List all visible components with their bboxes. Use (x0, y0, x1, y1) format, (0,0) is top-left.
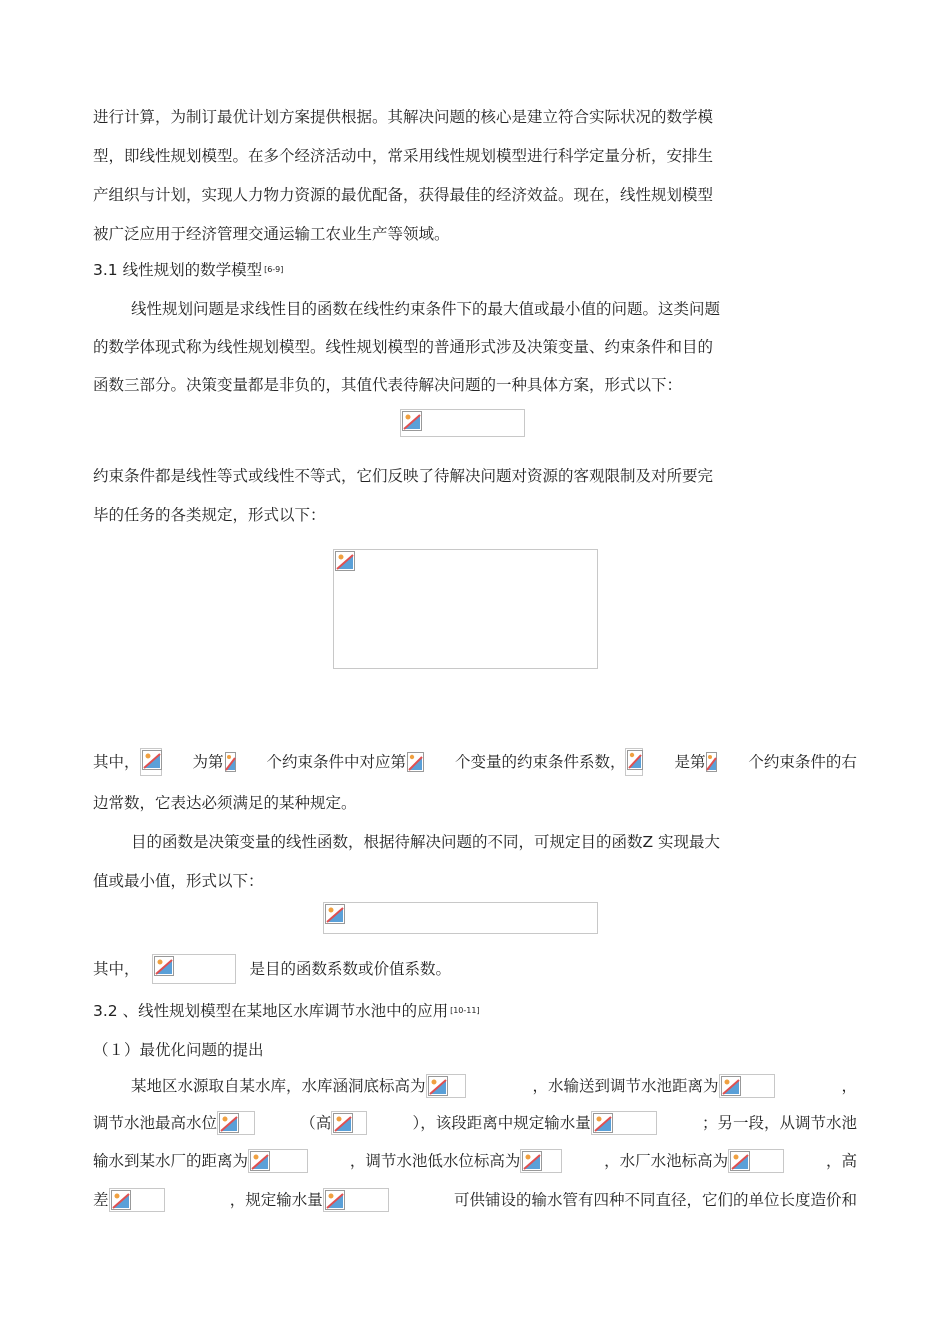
inline-formula-image (426, 1074, 466, 1098)
inline-formula-image (591, 1111, 657, 1135)
intro-line-2: 型，即线性规划模型。在多个经济活动中，常采用线性规划模型进行科学定量分析，安排生 (93, 147, 714, 165)
broken-image-icon (627, 750, 643, 770)
where-coefficients-line-1: 其中， 为第 个约束条件中对应第 个变量的约束条件系数， 是第 个约束条件的右 (93, 750, 857, 774)
broken-image-icon (325, 1190, 345, 1210)
section-heading-3-1: 3.1 线性规划的数学模型 [6-9] (93, 261, 284, 279)
objective-line-2: 值或最小值，形式以下： (93, 872, 264, 890)
broken-image-icon (335, 551, 355, 571)
formula-image-objective-function (323, 902, 598, 934)
broken-image-icon (154, 956, 174, 976)
inline-formula-image (152, 954, 236, 984)
objective-line-1: 目的函数是决策变量的线性函数，根据待解决问题的不同，可规定目的函数Z 实现最大 (131, 833, 721, 851)
section-heading-3-2: 3.2 、线性规划模型在某地区水库调节水池中的应用 [10-11] (93, 1002, 480, 1020)
inline-formula-image (625, 748, 643, 776)
formula-image-decision-variables (400, 409, 525, 437)
inline-formula-image (520, 1149, 562, 1173)
broken-image-icon (407, 752, 424, 772)
formula-image-constraints (333, 549, 598, 669)
inline-formula-image (705, 751, 717, 773)
inline-formula-image (406, 751, 424, 773)
sec31-p2-line-1: 约束条件都是线性等式或线性不等式，它们反映了待解决问题对资源的客观限制及对所要完 (93, 467, 714, 485)
sec31-p1-line-3: 函数三部分。决策变量都是非负的，其值代表待解决问题的一种具体方案，形式以下： (93, 376, 683, 394)
inline-formula-image (217, 1111, 255, 1135)
inline-formula-image (719, 1074, 775, 1098)
inline-formula-image (109, 1188, 165, 1212)
inline-formula-image (323, 1188, 389, 1212)
intro-line-3: 产组织与计划，实现人力物力资源的最优配备，获得最佳的经济效益。现在，线性规划模型 (93, 186, 714, 204)
inline-formula-image (224, 751, 236, 773)
broken-image-icon (522, 1151, 542, 1171)
broken-image-icon (325, 904, 345, 924)
inline-formula-image (140, 748, 162, 776)
citation: [6-9] (264, 265, 284, 274)
intro-line-1: 进行计算，为制订最优计划方案提供根据。其解决问题的核心是建立符合实际状况的数学模 (93, 108, 714, 126)
broken-image-icon (111, 1190, 131, 1210)
broken-image-icon (428, 1076, 448, 1096)
broken-image-icon (706, 752, 717, 772)
inline-formula-image (728, 1149, 784, 1173)
broken-image-icon (333, 1113, 353, 1133)
problem-line-3: 输水到某水厂的距离为 ，调节水池低水位标高为 ，水厂水池标高为 ，高 (93, 1149, 857, 1173)
where-coefficients-line-2: 边常数，它表达必须满足的某种规定。 (93, 794, 357, 812)
broken-image-icon (219, 1113, 239, 1133)
where-objective-coefficients: 其中， 是目的函数系数或价值系数。 (93, 957, 857, 981)
broken-image-icon (142, 750, 162, 770)
subsection-heading-1: （１）最优化问题的提出 (93, 1041, 264, 1059)
problem-line-2: 调节水池最高水位 （高 ），该段距离中规定输水量 ；另一段，从调节水池 (93, 1111, 857, 1135)
sec31-p1-line-1: 线性规划问题是求线性目的函数在线性约束条件下的最大值或最小值的问题。这类问题 (131, 300, 721, 318)
sec31-p1-line-2: 的数学体现式称为线性规划模型。线性规划模型的普通形式涉及决策变量、约束条件和目的 (93, 338, 714, 356)
sec31-p2-line-2: 毕的任务的各类规定，形式以下： (93, 506, 326, 524)
inline-formula-image (331, 1111, 367, 1135)
intro-line-4: 被广泛应用于经济管理交通运输工农业生产等领域。 (93, 225, 450, 243)
inline-formula-image (248, 1149, 308, 1173)
broken-image-icon (225, 752, 236, 772)
problem-line-4: 差 ，规定输水量 可供铺设的输水管有四种不同直径，它们的单位长度造价和 (93, 1188, 857, 1212)
broken-image-icon (721, 1076, 741, 1096)
broken-image-icon (730, 1151, 750, 1171)
broken-image-icon (402, 411, 422, 431)
broken-image-icon (593, 1113, 613, 1133)
citation: [10-11] (450, 1006, 480, 1015)
broken-image-icon (250, 1151, 270, 1171)
problem-line-1: 某地区水源取自某水库，水库涵洞底标高为 ，水输送到调节水池距离为 ， (131, 1074, 857, 1098)
